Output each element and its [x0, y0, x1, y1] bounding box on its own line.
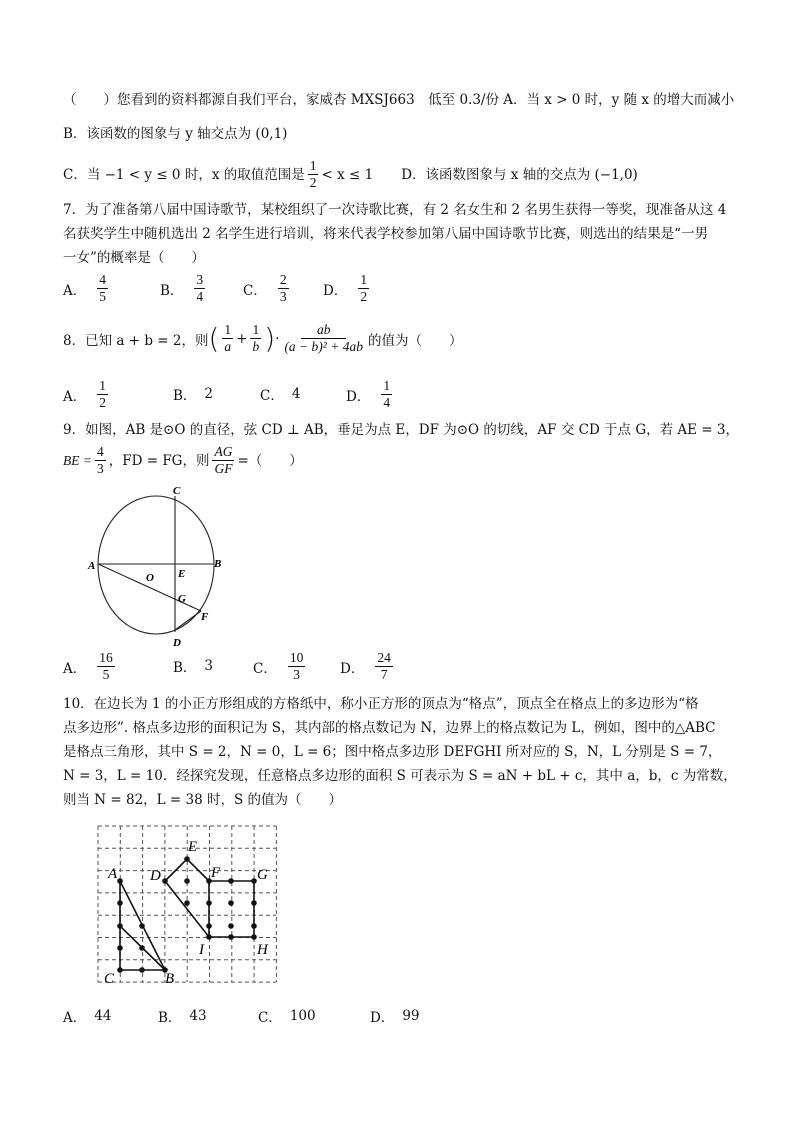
lattice-dot — [228, 923, 234, 929]
lattice-dot — [162, 878, 168, 884]
q7-stem-line1: 7．为了准备第八届中国诗歌节，某校组织了一次诗歌比赛，有 2 名女生和 2 名男生获得一等奖，现准备从这 4 — [63, 202, 727, 218]
lattice-dot — [228, 934, 234, 940]
q6-option-c-range: < x ≤ 1 — [321, 166, 374, 183]
q8-option-b — [173, 384, 213, 404]
q8-option-c — [260, 384, 300, 404]
lattice-dot — [117, 945, 123, 951]
q9-stem-line1: 9．如图，AB 是⊙O 的直径，弦 CD ⊥ AB，垂足为点 E，DF 为⊙O 的切线，AF 交 CD 于点 G，若 AE = 3， — [63, 422, 740, 438]
dot-operator: · — [275, 330, 280, 347]
option-label: C． — [260, 388, 284, 404]
q6-option-c — [63, 158, 638, 191]
q6-option-c-fraction — [308, 158, 319, 191]
lattice-dot — [139, 945, 145, 951]
q9-option-c — [253, 650, 308, 683]
option-label: A． — [63, 660, 87, 677]
lattice-dot — [228, 900, 234, 906]
option-label: B． — [173, 660, 197, 676]
lattice-dot — [117, 923, 123, 929]
paren-close: ) — [264, 321, 276, 355]
q8-option-a — [63, 378, 111, 411]
fraction-denominator: a — [224, 339, 232, 354]
q9-stem-line2 — [63, 444, 303, 477]
fraction-numerator: 1 — [309, 158, 317, 173]
lattice-dot — [251, 923, 257, 929]
lattice-dot — [251, 934, 257, 940]
label-c: C — [173, 485, 181, 497]
fraction-denominator: 4 — [383, 395, 391, 410]
q10-stem-line1: 10．在边长为 1 的小正方形组成的方格纸中，称小正方形的顶点为“格点”，顶点全在格点上的多边形为“格 — [63, 696, 699, 712]
option-value: 2 — [204, 386, 214, 402]
option-value: 3 — [204, 658, 214, 674]
q10-stem-line5: 则当 N = 82，L = 38 时，S 的值为（ ） — [63, 792, 343, 808]
label-f: F — [201, 611, 209, 623]
fraction-numerator: 2 — [279, 272, 287, 287]
lattice-dot — [184, 900, 190, 906]
lattice-dot — [117, 967, 123, 973]
fraction-numerator: 1 — [99, 378, 106, 393]
q10-stem-line3: 是格点三角形，其中 S = 2，N = 0，L = 6；图中格点多边形 DEFGHI 所对应的 S，N，L 分别是 S = 7， — [63, 744, 722, 760]
lattice-dot — [139, 967, 145, 973]
tangent-df — [175, 611, 201, 630]
fraction-numerator: 1 — [383, 378, 391, 393]
label-e: E — [178, 568, 186, 580]
fraction-numerator: AG — [214, 444, 233, 459]
lattice-dot — [228, 878, 234, 884]
fraction-denominator: (a − b)² + 4ab — [284, 339, 363, 354]
q7-stem-line2: 名获奖学生中随机选出 2 名学生进行培训，将来代表学校参加第八届中国诗歌节比赛，则选出的结果是“一男 — [63, 226, 709, 242]
fraction-numerator: 1 — [224, 322, 232, 337]
label-i: I — [199, 942, 204, 958]
lattice-dot — [184, 856, 190, 862]
label-g: G — [178, 593, 186, 605]
lattice-dot — [184, 878, 190, 884]
label-g: G — [257, 867, 268, 883]
option-value: 4 — [291, 386, 301, 402]
q9-option-a — [63, 650, 118, 683]
fraction-denominator: 3 — [96, 461, 104, 476]
q6-option-d: D．该函数图象与 x 轴的交点为 (−1,0) — [401, 166, 638, 183]
lattice-dot — [251, 878, 257, 884]
label-d: D — [150, 868, 161, 884]
q10-stem-line2: 点多边形”. 格点多边形的面积记为 S，其内部的格点数记为 N，边界上的格点数记为 L，例如，图中的△ABC — [63, 720, 716, 736]
fraction-denominator: b — [252, 339, 260, 354]
fraction-denominator: 2 — [99, 395, 106, 410]
fraction-numerator: 24 — [377, 650, 391, 665]
q7-option-d — [323, 272, 372, 305]
option-label: B． — [160, 282, 184, 299]
label-c: C — [104, 971, 115, 987]
q10-stem-line4: N = 3，L = 10．经探究发现，任意格点多边形的面积 S 可表示为 S = aN + bL + c，其中 a，b，c 为常数， — [63, 768, 737, 784]
fraction-denominator: 7 — [380, 667, 388, 682]
q7-option-a — [63, 272, 111, 305]
q9-stem-tail: =（ ） — [237, 452, 303, 469]
label-o: O — [146, 572, 154, 584]
fraction-denominator: 2 — [360, 289, 368, 304]
fraction-denominator: GF — [214, 461, 233, 476]
fraction-denominator: 4 — [196, 289, 204, 304]
lattice-dot — [251, 900, 257, 906]
q6-option-c-text: C．当 −1 < y ≤ 0 时，x 的取值范围是 — [63, 166, 305, 183]
lattice-dot — [206, 923, 212, 929]
plus-sign: + — [236, 330, 248, 347]
q6-stem: （ ）您看到的资料都源自我们平台，家威杏 MXSJ663 低至 0.3/份 A．当 x > 0 时，y 随 x 的增大而减小 — [63, 92, 735, 108]
label-d: D — [173, 637, 181, 649]
lattice-dot — [117, 878, 123, 884]
option-label: D． — [323, 282, 348, 299]
label-b: B — [165, 971, 175, 987]
label-b: B — [214, 558, 222, 570]
option-value: 44 — [94, 1008, 112, 1024]
q9-option-b — [173, 656, 213, 676]
fraction-denominator: 3 — [293, 667, 300, 682]
label-e: E — [188, 839, 198, 855]
fraction-numerator: 1 — [360, 272, 368, 287]
q10-option-b — [158, 1006, 207, 1026]
fraction-numerator: 4 — [96, 444, 104, 459]
option-label: A． — [63, 282, 87, 299]
q7-option-b — [160, 272, 208, 305]
q10-option-c — [258, 1006, 316, 1026]
q10-grid-figure — [90, 822, 290, 997]
q9-circle-figure — [80, 480, 230, 650]
q10-option-a — [63, 1006, 111, 1026]
option-value: 43 — [189, 1008, 207, 1024]
option-value: 99 — [402, 1008, 420, 1024]
option-label: C． — [243, 282, 267, 299]
q8-stem — [63, 322, 462, 355]
option-value: 100 — [289, 1008, 316, 1024]
q10-option-d — [370, 1006, 420, 1026]
option-label: D． — [340, 660, 365, 677]
fraction-numerator: 3 — [196, 272, 204, 287]
option-label: B． — [158, 1010, 182, 1026]
lattice-dot — [206, 900, 212, 906]
fraction-denominator: 2 — [309, 175, 317, 190]
fraction-numerator: 4 — [99, 272, 106, 287]
option-label: A． — [63, 1010, 87, 1026]
label-a: A — [88, 560, 96, 572]
option-label: C． — [258, 1010, 282, 1026]
paren-open: ( — [208, 321, 220, 355]
q7-option-c — [243, 272, 292, 305]
circle-o — [98, 496, 214, 634]
fraction-numerator: 16 — [99, 650, 113, 665]
q7-stem-line3: 一女”的概率是（ ） — [63, 250, 205, 266]
q9-be-label: BE = — [63, 452, 92, 468]
q6-option-b: B．该函数的图象与 y 轴交点为 (0,1) — [63, 126, 288, 142]
fraction-denominator: 5 — [99, 289, 106, 304]
fraction-numerator: 10 — [289, 650, 304, 665]
q8-stem-text: 8．已知 a + b = 2，则 — [63, 332, 209, 349]
option-label: D． — [370, 1010, 395, 1026]
fraction-denominator: 5 — [102, 667, 110, 682]
lattice-dot — [139, 923, 145, 929]
lattice-dot — [206, 934, 212, 940]
lattice-dot — [117, 900, 123, 906]
label-a: A — [108, 866, 118, 882]
option-label: D． — [346, 388, 371, 405]
q9-option-d — [340, 650, 396, 683]
fraction-numerator: 1 — [252, 322, 260, 337]
q8-stem-tail: 的值为（ ） — [367, 332, 463, 349]
q8-option-d — [346, 378, 395, 411]
q9-condition-text: ，FD = FG，则 — [108, 452, 210, 469]
option-label: C． — [253, 660, 277, 677]
option-label: A． — [63, 388, 87, 405]
label-f: F — [211, 865, 221, 881]
option-label: B． — [173, 388, 197, 404]
fraction-denominator: 3 — [279, 289, 287, 304]
label-h: H — [257, 942, 268, 958]
fraction-numerator: ab — [301, 322, 347, 339]
